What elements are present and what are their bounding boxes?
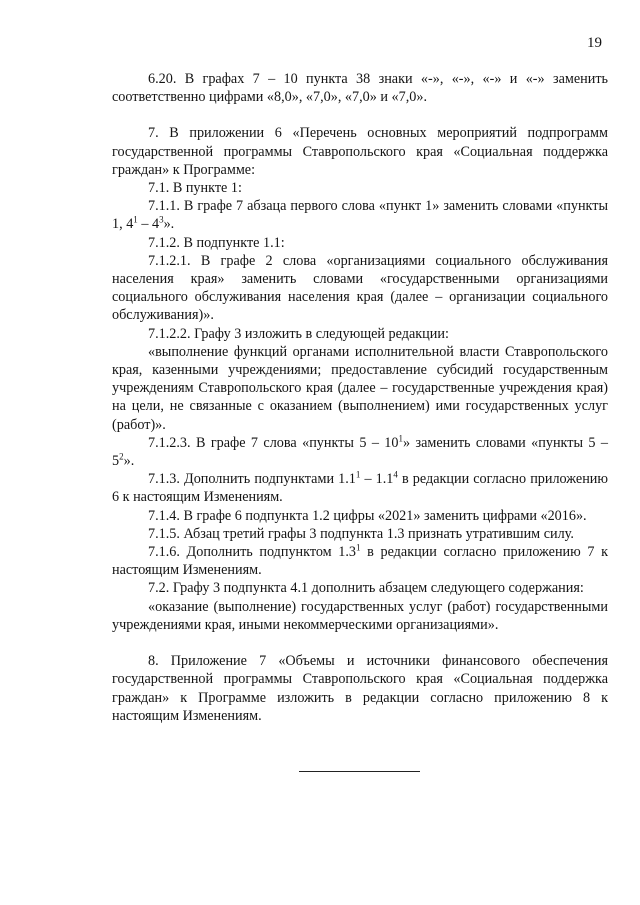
superscript: 1 [355, 469, 361, 480]
paragraph-6-20: 6.20. В графах 7 – 10 пункта 38 знаки «-», «-», «-» и «-» заменить соответственно цифрами «8,0», «7,0», «7,0» и «7,0». [112, 71, 608, 106]
superscript: 4 [393, 469, 398, 480]
paragraph-7-1-4: 7.1.4. В графе 6 подпункта 1.2 цифры «2021» заменить цифрами «2016». [148, 507, 587, 524]
paragraph-8: 8. Приложение 7 «Объемы и источники финансового обеспечения государственной программы Ставропольского края «Социальная поддержка граждан» к Программе изложить в редакции согласно приложению 8 к настоящим Изменениям. [112, 653, 608, 724]
document-body [112, 70, 608, 725]
superscript: 1 [398, 433, 403, 444]
superscript: 3 [159, 214, 164, 225]
paragraph-7-1-2-2: 7.1.2.2. Графу 3 изложить в следующей редакции: [148, 325, 449, 342]
superscript: 1 [133, 214, 138, 225]
paragraph-7: 7. В приложении 6 «Перечень основных мероприятий подпрограмм государственной программы Ставропольского края «Социальная поддержка граждан» к Программе: [112, 125, 608, 178]
paragraph-7-2: 7.2. Графу 3 подпункта 4.1 дополнить абзацем следующего содержания: [148, 580, 584, 597]
end-rule [299, 771, 420, 772]
paragraph-7-1-3: 7.1.3. Дополнить подпунктами $1.1^1 - 1.1^4$ в редакции согласно приложению 6 к настоящим Изменениям. [112, 469, 608, 506]
paragraph-7-1-2: 7.1.2. В подпункте 1.1: [148, 234, 285, 251]
paragraph-7-1-2-1: 7.1.2.1. В графе 2 слова «организациями социального обслуживания населения края» заменить словами «государственными организациями социального обслуживания населения края (далее – организации социального обслуживания)». [112, 252, 608, 324]
paragraph-7-1-6: 7.1.6. Дополнить подпунктом $1.3^1$ в редакции согласно приложению 7 к настоящим Изменениям. [112, 542, 608, 579]
paragraph-quote-column-3: «выполнение функций органами исполнительной власти Ставропольского края, казенными учреждениями; предоставление субсидий государственным учреждениям Ставропольского края (далее – государственные учреждения края) на цели, не связанные с оказанием (выполнением) ими государственных услуг (работ)». [112, 343, 608, 433]
page-number: 19 [587, 35, 602, 51]
paragraph-7-1-2-3: 7.1.2.3. В графе 7 слова «пункты $5 - 10^1$» заменить словами «пункты $5 - 5^2$». [112, 433, 608, 470]
paragraph-7-1-5: 7.1.5. Абзац третий графы 3 подпункта 1.3 признать утратившим силу. [148, 525, 574, 542]
paragraph-quote-services: «оказание (выполнение) государственных услуг (работ) государственными учреждениями края, иными некоммерческими организациями». [112, 598, 608, 633]
superscript: 1 [356, 542, 361, 553]
paragraph-7-1-1: 7.1.1. В графе 7 абзаца первого слова «пункт 1» заменить словами «пункты 1, $4^1 - 4^3$». [112, 198, 608, 233]
superscript: 2 [119, 451, 124, 462]
paragraph-7-1: 7.1. В пункте 1: [148, 180, 242, 197]
